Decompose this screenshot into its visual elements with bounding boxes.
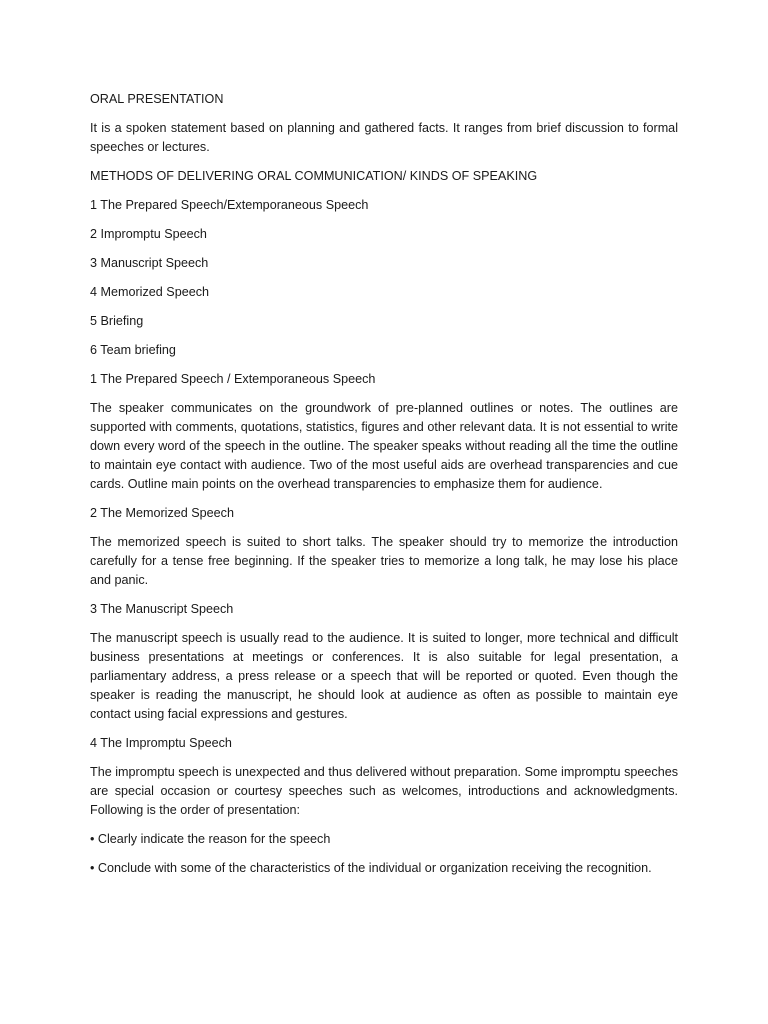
section-heading-memorized: 2 The Memorized Speech	[90, 506, 234, 520]
methods-list-item: 6 Team briefing	[90, 343, 176, 357]
bullet-item: • Clearly indicate the reason for the speech	[90, 832, 331, 846]
section-body-manuscript: The manuscript speech is usually read to the audience. It is suited to longer, more technical and difficult business presentations at meetings or conferences. It is also suitable for legal presentation, a parliamentary address, a press release or a speech that will be reported or quoted. Even though the speaker is reading the manuscript, he should look at audience as often as possible to maintain eye contact using facial expressions and gestures.	[90, 631, 678, 721]
methods-list-item: 1 The Prepared Speech/Extemporaneous Speech	[90, 198, 369, 212]
section-heading-manuscript: 3 The Manuscript Speech	[90, 602, 234, 616]
methods-heading: METHODS OF DELIVERING ORAL COMMUNICATION/ KINDS OF SPEAKING	[90, 169, 538, 183]
document-title: ORAL PRESENTATION	[90, 92, 224, 106]
section-body-impromptu: The impromptu speech is unexpected and thus delivered without preparation. Some impromptu speeches are special occasion or courtesy speeches such as welcomes, introductions and acknowledgments. Following is the order of presentation:	[90, 765, 678, 817]
methods-list-item: 3 Manuscript Speech	[90, 256, 209, 270]
section-heading-prepared: 1 The Prepared Speech / Extemporaneous Speech	[90, 372, 376, 386]
section-body-memorized: The memorized speech is suited to short talks. The speaker should try to memorize the introduction carefully for a tense free beginning. If the speaker tries to memorize a long talk, he may lose his place and panic.	[90, 535, 678, 587]
intro-paragraph: It is a spoken statement based on planning and gathered facts. It ranges from brief discussion to formal speeches or lectures.	[90, 121, 678, 154]
section-body-prepared: The speaker communicates on the groundwork of pre-planned outlines or notes. The outlines are supported with comments, quotations, statistics, figures and other relevant data. It is not essential to write down every word of the speech in the outline. The speaker speaks without reading all the time the outline to maintain eye contact with audience. Two of the most useful aids are overhead transparencies and cue cards. Outline main points on the overhead transparencies to emphasize them for audience.	[90, 401, 678, 491]
document-page	[90, 90, 678, 888]
methods-list-item: 2 Impromptu Speech	[90, 227, 207, 241]
methods-list-item: 5 Briefing	[90, 314, 144, 328]
section-heading-impromptu: 4 The Impromptu Speech	[90, 736, 232, 750]
methods-list-item: 4 Memorized Speech	[90, 285, 210, 299]
bullet-item: • Conclude with some of the characteristics of the individual or organization receiving the recognition.	[90, 861, 652, 875]
